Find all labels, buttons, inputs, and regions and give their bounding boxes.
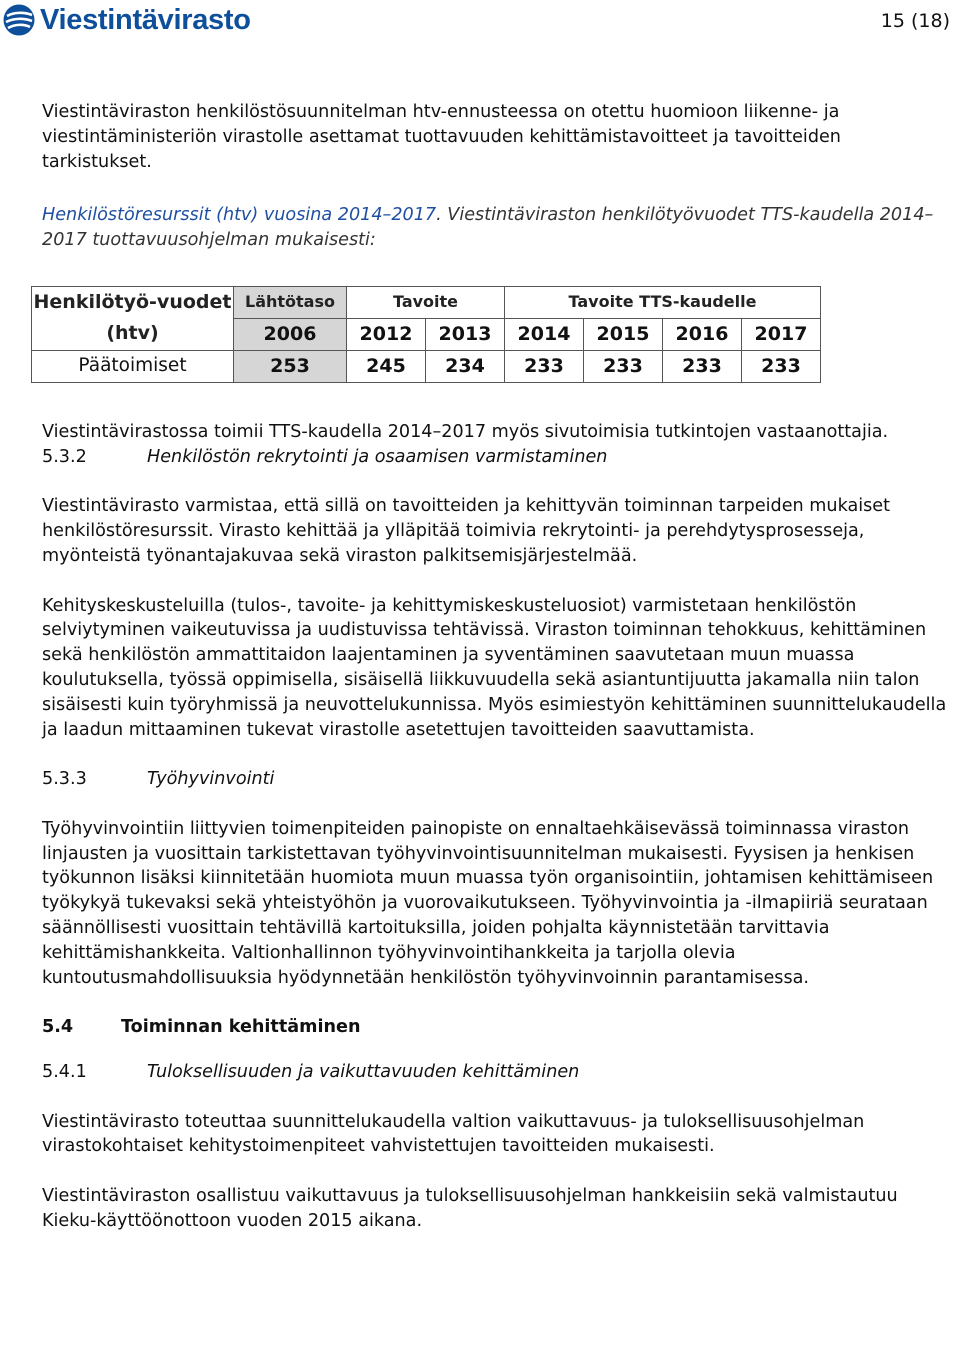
paragraph: Kehityskeskusteluilla (tulos-, tavoite- ja kehittymiskeskusteluosiot) varmistetaan henkilöstön selviytyminen vaikeutuvissa ja uudistuvissa tehtävissä. Viraston toiminnan tehokkuus, kehittäminen sekä henkilöstön ammattitaidon laajentaminen ja syventäminen saavutetaan muun muassa koulutuksella, työssä oppimisella, sisäisellä liikkuvuudella sekä asiantuntijuutta jakamalla niin talon sisäisesti kuin työryhmissä ja neuvottelukunnissa. Myös esimiestyön kehittäminen suunnittelukaudella ja laadun mittaaminen tukevat virastolle asetettujen tavoitteiden saavuttamista.	[42, 595, 947, 740]
paragraph: Viestintävirasto toteuttaa suunnittelukaudella valtion vaikuttavuus- ja tuloksellisuusohjelman virastokohtaiset kehitystoimenpiteet vahvistettujen tavoitteiden mukaisesti.	[42, 1111, 865, 1157]
value-cell: 233	[663, 350, 742, 382]
section-title: Toiminnan kehittäminen	[121, 1017, 361, 1038]
table-caption	[42, 203, 947, 253]
globe-logo-icon	[2, 3, 36, 37]
table-row	[32, 350, 821, 382]
paragraph: Työhyvinvointiin liittyvien toimenpiteiden painopiste on ennaltaehkäisevässä toiminnassa viraston linjausten ja vuosittain tarkistettavan työhyvinvointisuunnitelman mukaisesti. Fyysisen ja henkisen työkunnon lisäksi kiinnitetään huomiota muun muassa työn organisointiin, johtamisen kehittämiseen työkykyä tukevaksi sekä yhteistyöhön ja vuorovaikutukseen. Työhyvinvointia ja -ilmapiiriä seurataan säännöllisesti vuosittain tehtävillä kartoituksilla, joiden pohjalta käynnistetään tarvittavia kehittämishankkeita. Valtionhallinnon työhyvinvointihankkeita ja tarjolla olevia kuntoutusmahdollisuuksia hyödynnetään henkilöstön työhyvinvoinnin parantamisessa.	[42, 818, 934, 988]
col-group-baseline: Lähtötaso	[234, 286, 347, 318]
paragraph: Viestintävirasto varmistaa, että sillä on tavoitteiden ja kehittyvän toiminnan tarpeiden mukaiset henkilöstöresurssit. Virasto kehittää ja ylläpitää toimivia rekrytointi- ja perehdytysprosesseja, myönteistä työnantajakuvaa sekä viraston palkitsemisjärjestelmää.	[42, 496, 891, 566]
section-title: Työhyvinvointi	[147, 769, 275, 790]
section-number: 5.4	[42, 1017, 74, 1038]
page-number: 15 (18)	[880, 10, 950, 32]
section-heading-532	[42, 445, 947, 470]
row-label: Päätoimiset	[32, 350, 234, 382]
value-cell: 233	[742, 350, 821, 382]
year-cell: 2014	[505, 318, 584, 350]
table-caption-link[interactable]: Henkilöstöresurssit (htv) vuosina 2014–2017	[42, 205, 437, 226]
value-cell: 234	[426, 350, 505, 382]
year-cell: 2015	[584, 318, 663, 350]
section-title: Tuloksellisuuden ja vaikuttavuuden kehittäminen	[147, 1061, 580, 1082]
table-caption-text: . Viestintäviraston henkilötyövuodet TTS-kaudella 2014–2017 tuottavuusohjelman mukaisesti:	[42, 205, 934, 251]
year-cell: 2006	[234, 318, 347, 350]
side-jobs-paragraph: Viestintävirastossa toimii TTS-kaudella 2014–2017 myös sivutoimisia tutkintojen vastaanottajia.	[42, 421, 889, 442]
section-heading-533	[42, 767, 947, 792]
section-heading-541	[42, 1060, 947, 1085]
value-cell: 253	[234, 350, 347, 382]
col-group-tts: Tavoite TTS-kaudelle	[505, 286, 821, 318]
section-number: 5.3.2	[42, 446, 87, 467]
htv-table	[31, 286, 821, 383]
section-number: 5.4.1	[42, 1061, 87, 1082]
intro-paragraph: Viestintäviraston henkilöstösuunnitelman htv-ennusteessa on otettu huomioon liikenne- ja viestintäministeriön virastolle asettamat tuottavuuden kehittämistavoitteet ja tavoitteiden tarkistukset.	[42, 102, 841, 172]
col-group-target: Tavoite	[347, 286, 505, 318]
table-row-header: Henkilötyö-vuodet (htv)	[32, 286, 234, 350]
section-heading-54	[42, 1015, 947, 1040]
section-title: Henkilöstön rekrytointi ja osaamisen varmistaminen	[147, 446, 608, 467]
year-cell: 2017	[742, 318, 821, 350]
year-cell: 2016	[663, 318, 742, 350]
logo-text: Viestintävirasto	[40, 3, 251, 36]
paragraph: Viestintäviraston osallistuu vaikuttavuus ja tuloksellisuusohjelman hankkeisiin sekä valmistautuu Kieku-käyttöönottoon vuoden 2015 aikana.	[42, 1185, 898, 1231]
document-body	[33, 100, 947, 1233]
year-cell: 2013	[426, 318, 505, 350]
value-cell: 245	[347, 350, 426, 382]
value-cell: 233	[584, 350, 663, 382]
value-cell: 233	[505, 350, 584, 382]
logo	[2, 0, 251, 40]
section-number: 5.3.3	[42, 769, 87, 790]
year-cell: 2012	[347, 318, 426, 350]
